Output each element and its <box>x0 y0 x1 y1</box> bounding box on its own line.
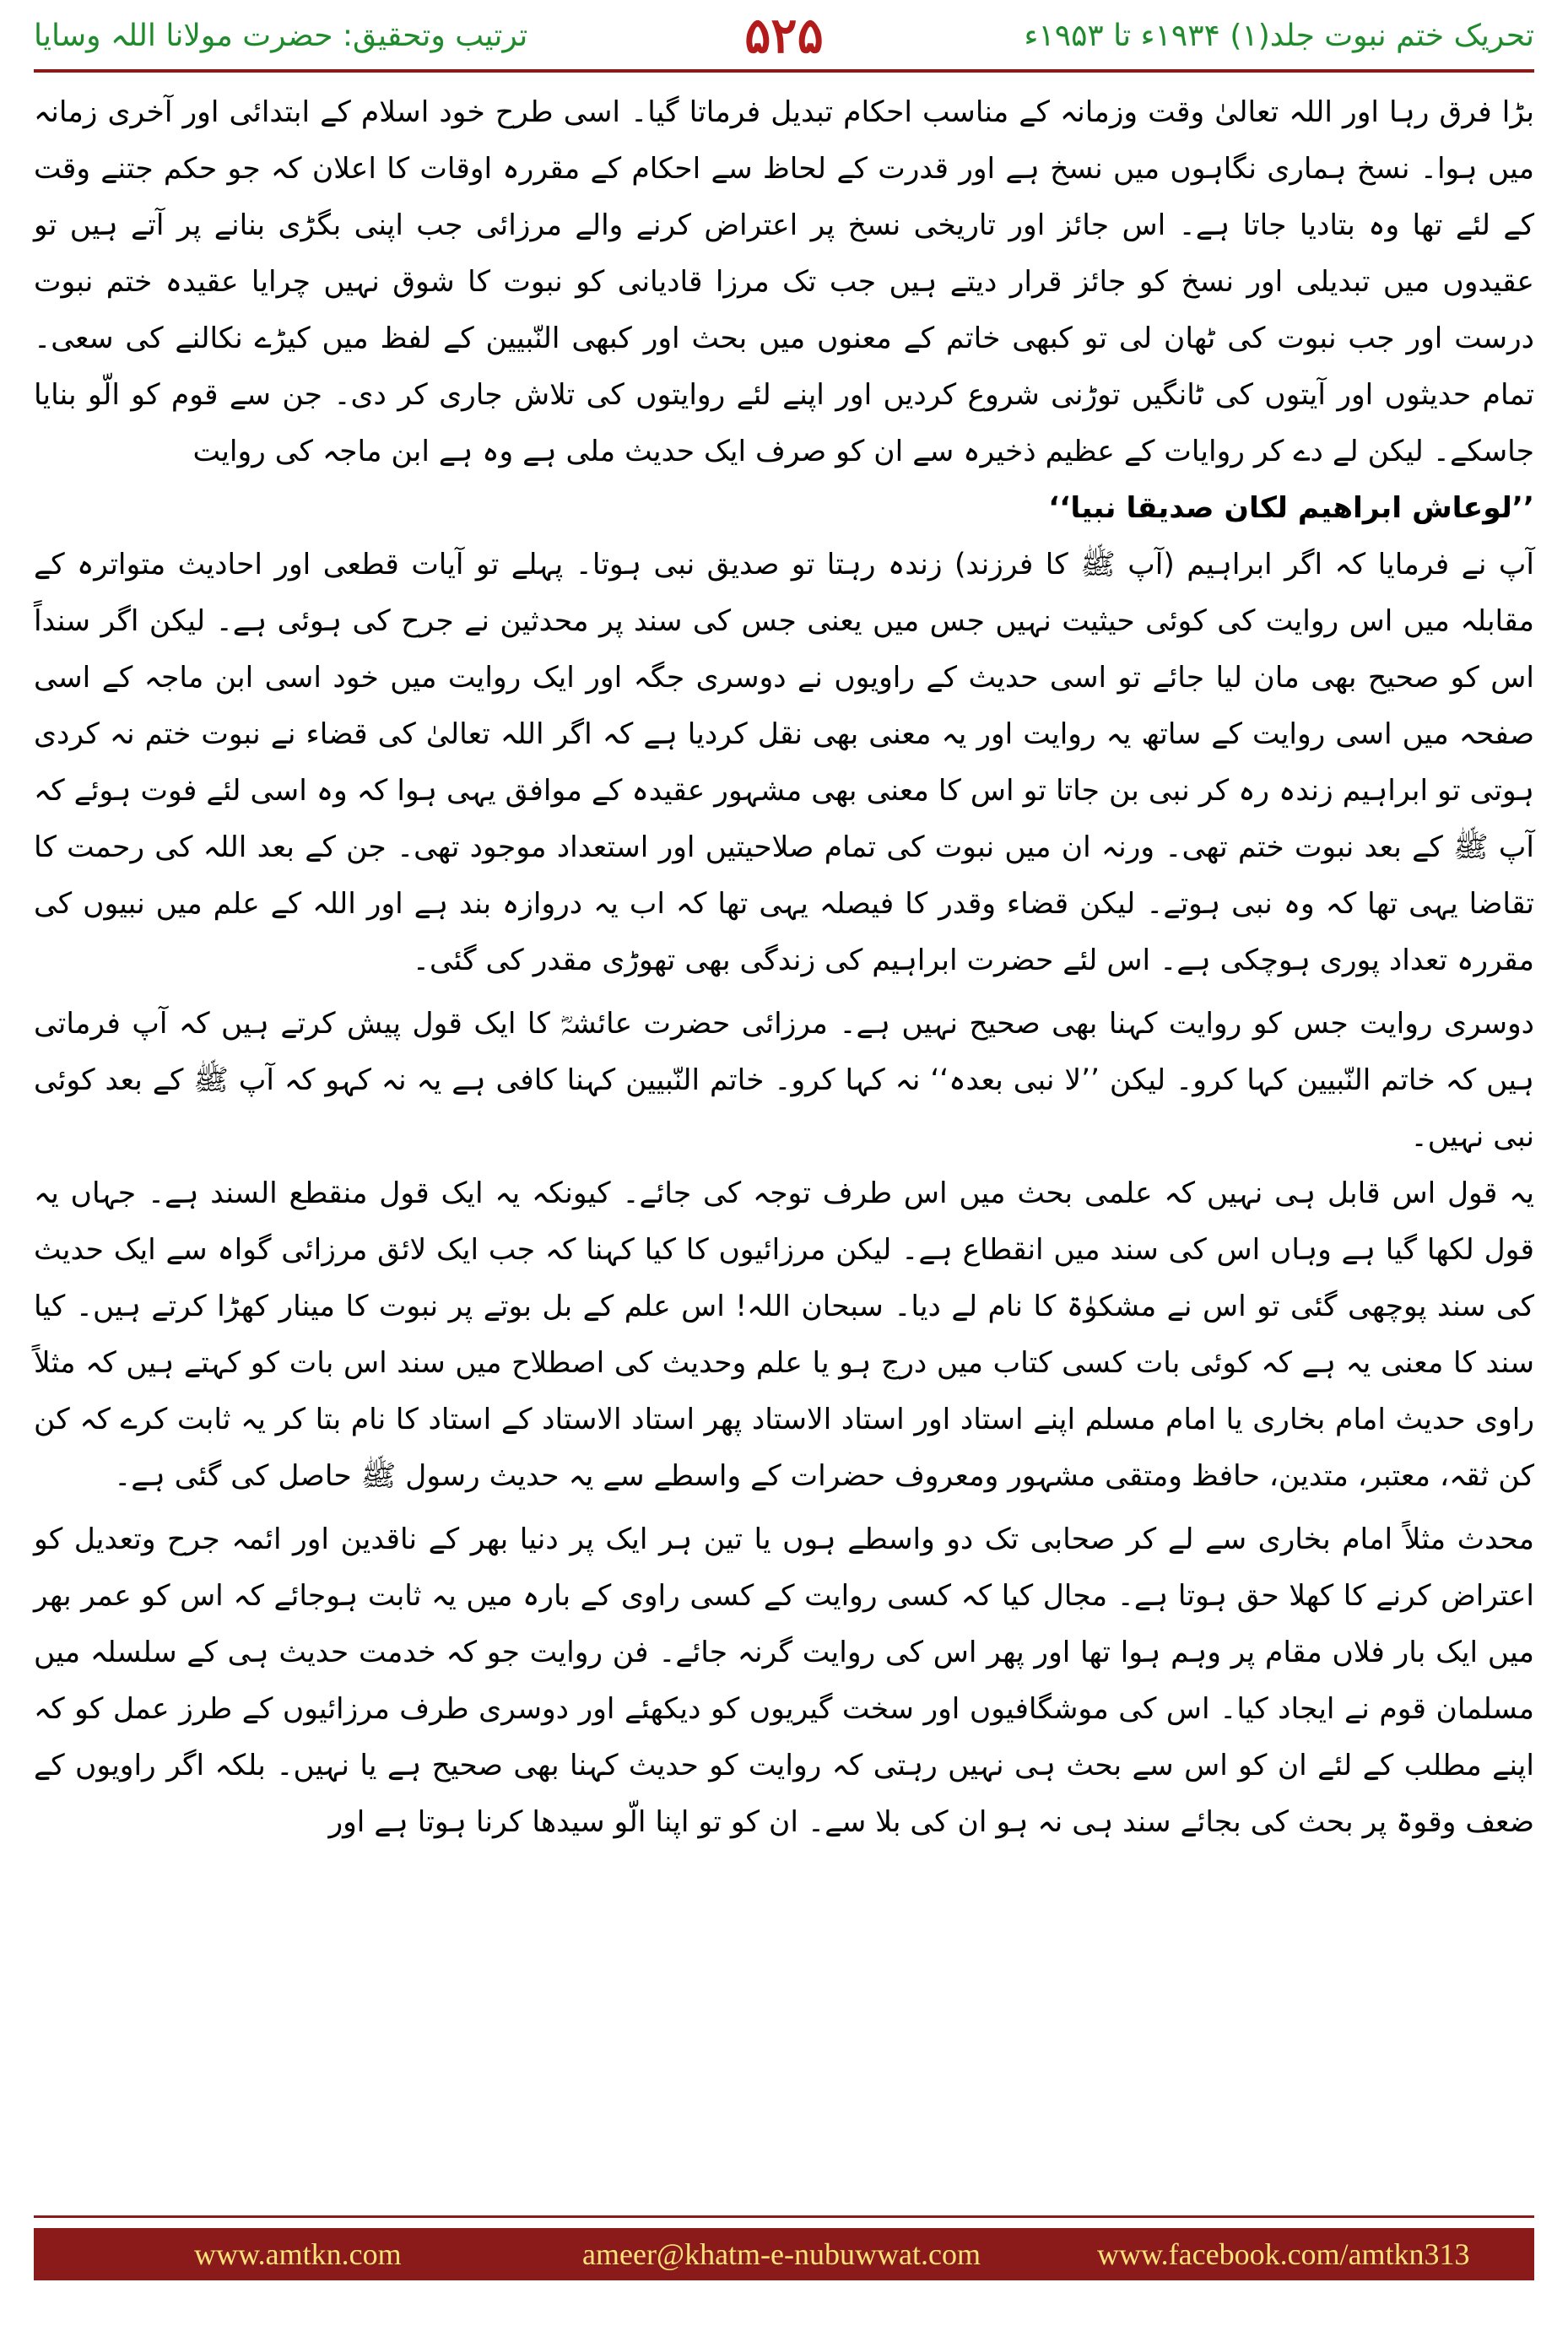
footer-divider <box>34 2215 1534 2218</box>
page-number: ۵۲۵ <box>744 7 824 64</box>
page-header <box>0 0 1568 73</box>
compiler-credit: ترتیب وتحقیق: حضرت مولانا اللہ وسایا <box>34 19 528 53</box>
paragraph-5: محدث مثلاً امام بخاری سے لے کر صحابی تک دو واسطے ہوں یا تین ہر ایک پر دنیا بھر کے ناقدین اور ائمہ جرح وتعدیل کو اعتراض کرنے کا کھلا حق ہوتا ہے۔ مجال کیا کہ کسی روایت کے کسی راوی کے بارہ میں یہ ثابت ہوجائے کہ اس کو عمر بھر میں ایک بار فلاں مقام پر وہم ہوا تھا اور پھر اس کی روایت گرنہ جائے۔ فن روایت جو کہ خدمت حدیث ہی کے سلسلہ میں مسلمان قوم نے ایجاد کیا۔ اس کی موشگافیوں اور سخت گیریوں کو دیکھئے اور دوسری طرف مرزائیوں کے طرز عمل کو کہ اپنے مطلب کے لئے ان کو اس سے بحث ہی نہیں رہتی کہ روایت کو حدیث کہنا بھی صحیح ہے یا نہیں۔ بلکہ اگر راویوں کے ضعف وقوۃ پر بحث کی بجائے سند ہی نہ ہو ان کی بلا سے۔ ان کو تو اپنا الّو سیدھا کرنا ہوتا ہے اور <box>34 1523 1534 1839</box>
page-body <box>34 84 1534 1851</box>
book-title: تحریک ختم نبوت جلد(۱) ۱۹۳۴ء تا ۱۹۵۳ء <box>1024 19 1534 53</box>
email-link[interactable]: ameer@khatm-e-nubuwwat.com <box>582 2237 981 2271</box>
paragraph-2: آپ نے فرمایا کہ اگر ابراہیم (آپ ﷺ کا فرزند) زندہ رہتا تو صدیق نبی ہوتا۔ پہلے تو آیات قطعی اور احادیث متواترہ کے مقابلہ میں اس روایت کی کوئی حیثیت نہیں جس میں یعنی جس کی سند پر محدثین نے جرح کی ہوئی ہے۔ لیکن اگر سنداً اس کو صحیح بھی مان لیا جائے تو اسی حدیث کے راویوں نے دوسری جگہ اور ایک روایت میں خود اسی ابن ماجہ کے اسی صفحہ میں اسی روایت کے ساتھ یہ روایت اور یہ معنی بھی نقل کردیا ہے کہ اگر اللہ تعالیٰ کی قضاء نے نبوت ختم نہ کردی ہوتی تو ابراہیم زندہ رہ کر نبی بن جاتا تو اس کا معنی بھی مشہور عقیدہ کے موافق یہی ہوا کہ وہ اسی لئے فوت ہوئے کہ آپ ﷺ کے بعد نبوت ختم تھی۔ ورنہ ان میں نبوت کی تمام صلاحیتیں اور استعداد موجود تھی۔ جن کے بعد اللہ کی رحمت کا تقاضا یہی تھا کہ وہ نبی ہوتے۔ لیکن قضاء وقدر کا فیصلہ یہی تھا کہ اب یہ دروازہ بند ہے اور اللہ کے علم میں نبیوں کی مقررہ تعداد پوری ہوچکی ہے۔ اس لئے حضرت ابراہیم کی زندگی بھی تھوڑی مقدر کی گئی۔ <box>34 548 1534 977</box>
facebook-link[interactable]: www.facebook.com/amtkn313 <box>1097 2237 1470 2271</box>
website-link[interactable]: www.amtkn.com <box>194 2237 402 2271</box>
hadith-quote: ’’لوعاش ابراھیم لکان صدیقا نبیا‘‘ <box>1048 491 1534 525</box>
footer-bar <box>34 2228 1534 2280</box>
paragraph-4: یہ قول اس قابل ہی نہیں کہ علمی بحث میں اس طرف توجہ کی جائے۔ کیونکہ یہ ایک قول منقطع السند ہے۔ جہاں یہ قول لکھا گیا ہے وہاں اس کی سند میں انقطاع ہے۔ لیکن مرزائیوں کا کیا کہنا کہ جب ایک لائق مرزائی گواہ سے ایک حدیث کی سند پوچھی گئی تو اس نے مشکوٰۃ کا نام لے دیا۔ سبحان اللہ! اس علم کے بل بوتے پر نبوت کا مینار کھڑا کرتے ہیں۔ کیا سند کا معنی یہ ہے کہ کوئی بات کسی کتاب میں درج ہو یا علم وحدیث کی اصطلاح میں سند اس بات کو کہتے ہیں کہ مثلاً راوی حدیث امام بخاری یا امام مسلم اپنے استاد اور استاد الاستاد پھر استاد الاستاد کے استاد کا نام بتا کر یہ ثابت کرے کہ کن کن ثقہ، معتبر، متدین، حافظ ومتقی مشہور ومعروف حضرات کے واسطے سے یہ حدیث رسول ﷺ حاصل کی گئی ہے۔ <box>34 1176 1534 1493</box>
page-footer <box>0 2228 1568 2342</box>
paragraph-3: دوسری روایت جس کو روایت کہنا بھی صحیح نہیں ہے۔ مرزائی حضرت عائشہؓ کا ایک قول پیش کرتے ہیں کہ آپ فرماتی ہیں کہ خاتم النّبیین کہا کرو۔ لیکن ’’لا نبی بعدہ‘‘ نہ کہا کرو۔ خاتم النّبیین کہنا کافی ہے یہ نہ کہو کہ آپ ﷺ کے بعد کوئی نبی نہیں۔ <box>34 1007 1534 1154</box>
header-divider <box>34 69 1534 73</box>
paragraph-1: بڑا فرق رہا اور اللہ تعالیٰ وقت وزمانہ کے مناسب احکام تبدیل فرماتا گیا۔ اسی طرح خود اسلام کے ابتدائی اور آخری زمانہ میں ہوا۔ نسخ ہماری نگاہوں میں نسخ ہے اور قدرت کے لحاظ سے احکام کے مقررہ اوقات کا اعلان کہ جو حکم جتنے وقت کے لئے تھا وہ بتادیا جاتا ہے۔ اس جائز اور تاریخی نسخ پر اعتراض کرنے والے مرزائی جب اپنی بگڑی بنانے پر آتے ہیں تو عقیدوں میں تبدیلی اور نسخ کو جائز قرار دیتے ہیں جب تک مرزا قادیانی کو نبوت کا شوق نہیں چرایا عقیدہ ختم نبوت درست اور جب نبوت کی ٹھان لی تو کبھی خاتم کے معنوں میں بحث اور کبھی النّبیین کے لفظ میں کیڑے نکالنے کی سعی۔ تمام حدیثوں اور آیتوں کی ٹانگیں توڑنی شروع کردیں اور اپنے لئے روایتوں کی تلاش جاری کر دی۔ جن سے قوم کو الّو بنایا جاسکے۔ لیکن لے دے کر روایات کے عظیم ذخیرہ سے ان کو صرف ایک حدیث ملی ہے وہ ہے ابن ماجہ کی روایت <box>34 95 1534 468</box>
